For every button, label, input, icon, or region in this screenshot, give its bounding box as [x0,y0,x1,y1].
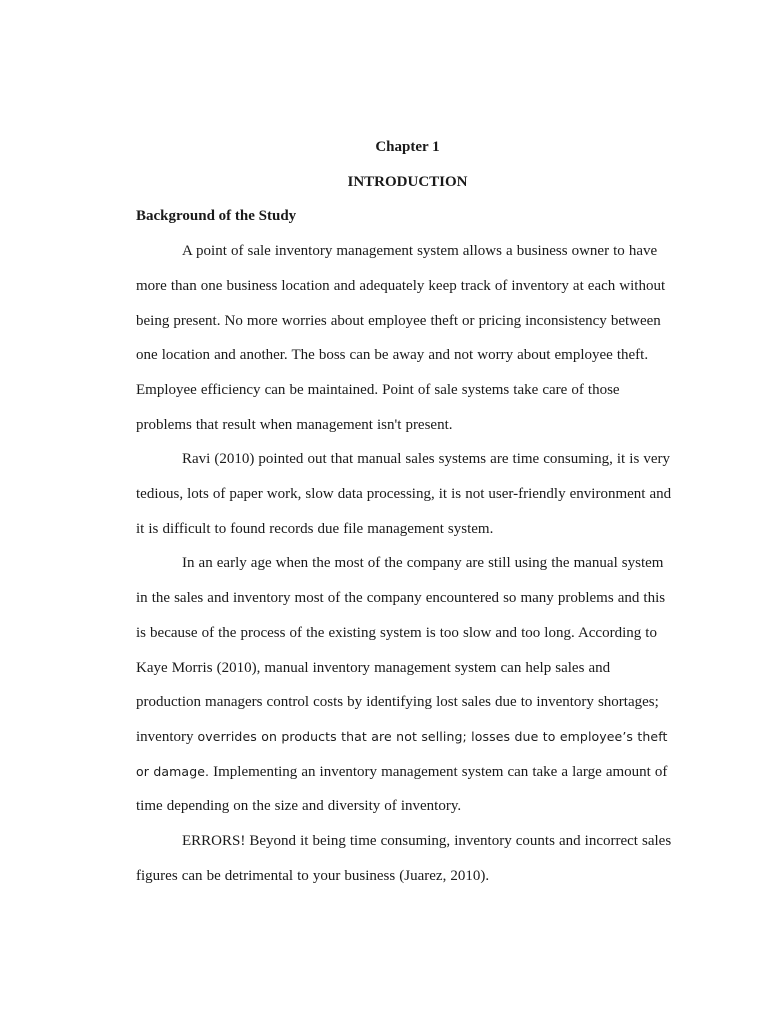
document-body [136,130,679,893]
paragraph-1: A point of sale inventory management system allows a business owner to have more than one business location and adequately keep track of inventory at each without being present. No more worries about employee theft or pricing inconsistency between one location and another. The boss can be away and not worry about employee theft. Employee efficiency can be maintained. Point of sale systems take care of those problems that result when management isn't present. [136,243,666,433]
paragraph-3-alt-font-run: overrides on products that are not selling; losses due to employee’s theft or damage. [136,728,668,779]
chapter-number: Chapter 1 [375,139,440,155]
paragraph-4: ERRORS! Beyond it being time consuming, inventory counts and incorrect sales figures can be detrimental to your business (Juarez, 2010). [136,833,672,884]
paragraph-2: Ravi (2010) pointed out that manual sales systems are time consuming, it is very tedious, lots of paper work, slow data processing, it is not user-friendly environment and it is difficult to found records due file management system. [136,451,672,537]
paragraph-3-part-3: Implementing an inventory management system can take a large amount of time depending on the size and diversity of inventory. [136,763,668,815]
section-heading: Background of the Study [136,208,297,225]
chapter-title: INTRODUCTION [347,173,468,190]
paragraph-3 [136,546,679,824]
paragraph-3-part-1: In an early age when the most of the company are still using the manual system in the sales and inventory most of the company encountered so many problems and this is because of the process of the existing system is too slow and too long. According to Kaye Morris (2010), manual inventory management system can help sales and production managers control costs by identifying lost sales due to inventory shortages; inventory [136,555,666,745]
